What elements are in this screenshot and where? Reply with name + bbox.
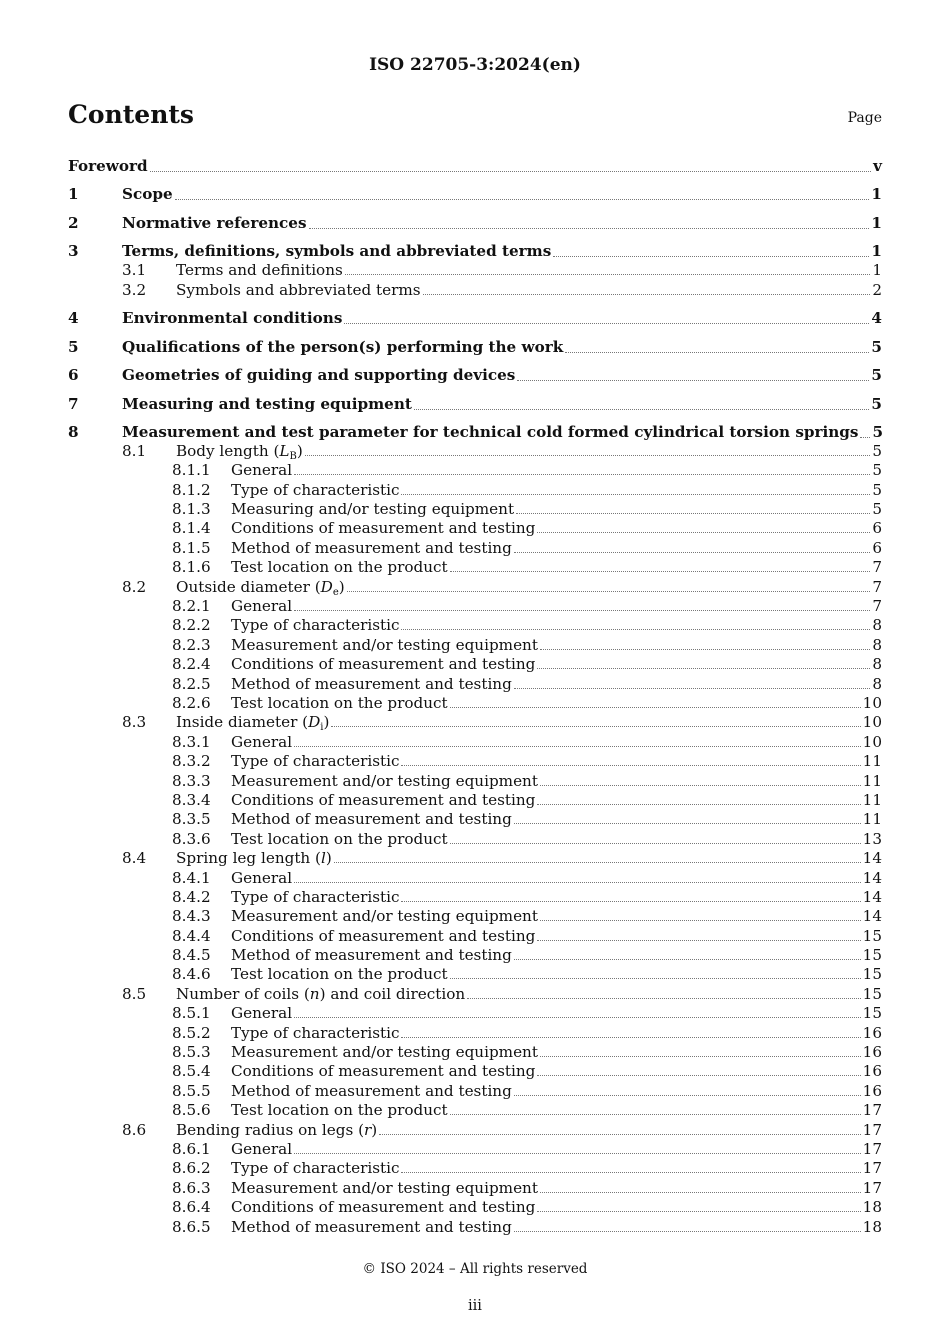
toc-entry-8-3-2[interactable] bbox=[68, 752, 882, 771]
toc-page: 8 bbox=[872, 635, 882, 654]
dot-leader bbox=[860, 436, 870, 438]
toc-page: 7 bbox=[872, 558, 882, 577]
toc-entry-8-3-3[interactable] bbox=[68, 772, 882, 791]
toc-title: Measurement and test parameter for technical cold formed cylindrical torsion springs bbox=[122, 422, 859, 441]
toc-title: Conditions of measurement and testing bbox=[231, 790, 536, 809]
dot-leader bbox=[294, 881, 861, 883]
toc-entry-8-2-5[interactable] bbox=[68, 675, 882, 694]
toc-entry-8-6-2[interactable] bbox=[68, 1159, 882, 1178]
toc-entry-8-4-2[interactable] bbox=[68, 888, 882, 907]
toc-entry-4[interactable] bbox=[68, 300, 882, 328]
toc-number: 4 bbox=[68, 309, 79, 328]
dot-leader bbox=[294, 1016, 861, 1018]
toc-title: Measuring and testing equipment bbox=[122, 394, 412, 413]
toc-number: 7 bbox=[68, 394, 79, 413]
toc-page: 5 bbox=[871, 337, 882, 356]
toc-page: 6 bbox=[872, 538, 882, 557]
toc-title: Measuring and/or testing equipment bbox=[231, 500, 515, 519]
toc-page: 15 bbox=[862, 1004, 882, 1023]
toc-page: v bbox=[873, 157, 882, 175]
dot-leader bbox=[450, 977, 861, 979]
toc-number: 8.4.1 bbox=[172, 868, 211, 887]
toc-page: 2 bbox=[872, 280, 882, 299]
toc-entry-8-5-4[interactable] bbox=[68, 1062, 882, 1081]
dot-leader bbox=[540, 1055, 861, 1057]
toc-page: 17 bbox=[862, 1159, 882, 1178]
dot-leader bbox=[450, 842, 861, 844]
toc-number: 8.3.6 bbox=[172, 829, 211, 848]
toc-number: 8.1.5 bbox=[172, 538, 211, 557]
toc-title: Measurement and/or testing equipment bbox=[231, 1178, 538, 1197]
contents-heading: Contents bbox=[68, 100, 195, 129]
toc-page: 10 bbox=[862, 693, 882, 712]
dot-leader bbox=[537, 667, 870, 669]
toc-number: 8.5.3 bbox=[172, 1043, 211, 1062]
toc-title: General bbox=[231, 1139, 293, 1158]
toc-entry-6[interactable] bbox=[68, 357, 882, 385]
toc-page: 16 bbox=[862, 1043, 882, 1062]
toc-title: Environmental conditions bbox=[122, 309, 343, 328]
dot-leader bbox=[565, 351, 869, 353]
toc-entry-8-6-3[interactable] bbox=[68, 1179, 882, 1198]
dot-leader bbox=[514, 1230, 861, 1232]
toc-title: Test location on the product bbox=[231, 965, 448, 984]
toc-title: Type of characteristic bbox=[231, 616, 400, 635]
toc-number: 8.2.6 bbox=[172, 693, 211, 712]
toc-page: 14 bbox=[862, 849, 882, 868]
toc-number: 8.5.5 bbox=[172, 1081, 211, 1100]
toc-title: Type of characteristic bbox=[231, 887, 400, 906]
dot-leader bbox=[537, 939, 860, 941]
toc-entry-7[interactable] bbox=[68, 385, 882, 413]
toc-number: 8.2.1 bbox=[172, 597, 211, 616]
toc-entry-8-6[interactable] bbox=[68, 1121, 882, 1140]
toc-title: Terms, definitions, symbols and abbreviated terms bbox=[122, 242, 552, 261]
toc-entry-8-2[interactable] bbox=[68, 578, 882, 597]
toc-page: 14 bbox=[862, 868, 882, 887]
toc-title: Conditions of measurement and testing bbox=[231, 1198, 536, 1217]
dot-leader bbox=[553, 255, 869, 257]
toc-number: 8.1 bbox=[122, 441, 147, 460]
dot-leader bbox=[517, 379, 869, 381]
toc-title: Geometries of guiding and supporting devices bbox=[122, 366, 516, 385]
toc-page: 1 bbox=[871, 242, 882, 261]
toc-number: 8.5.1 bbox=[172, 1004, 211, 1023]
toc-title: Scope bbox=[122, 185, 173, 204]
toc-title: General bbox=[231, 868, 293, 887]
dot-leader bbox=[467, 997, 861, 999]
dot-leader bbox=[294, 609, 870, 611]
toc-title: General bbox=[231, 1004, 293, 1023]
toc-entry-8-2-3[interactable] bbox=[68, 636, 882, 655]
dot-leader bbox=[331, 725, 860, 727]
toc-number: 8.3.1 bbox=[172, 732, 211, 751]
toc-page: 18 bbox=[862, 1198, 882, 1217]
dot-leader bbox=[514, 822, 861, 824]
dot-leader bbox=[537, 803, 860, 805]
toc-title: Normative references bbox=[122, 213, 307, 232]
dot-leader bbox=[401, 1171, 860, 1173]
toc-title: Conditions of measurement and testing bbox=[231, 926, 536, 945]
toc-title: Type of characteristic bbox=[231, 1023, 400, 1042]
toc-title: Method of measurement and testing bbox=[231, 810, 512, 829]
dot-leader bbox=[309, 227, 870, 229]
toc-page: 5 bbox=[871, 394, 882, 413]
toc-entry-5[interactable] bbox=[68, 328, 882, 356]
toc-entry-8-1-6[interactable] bbox=[68, 558, 882, 577]
toc-title: Test location on the product bbox=[231, 1101, 448, 1120]
toc-number: 8.4.2 bbox=[172, 887, 211, 906]
toc-page: 11 bbox=[862, 810, 882, 829]
toc-title: General bbox=[231, 461, 293, 480]
toc-entry-8-1-5[interactable] bbox=[68, 539, 882, 558]
document-id: ISO 22705-3:2024(en) bbox=[369, 55, 581, 75]
toc-page: 16 bbox=[862, 1062, 882, 1081]
toc-number: 8.3.2 bbox=[172, 752, 211, 771]
toc-entry-8-3-6[interactable] bbox=[68, 830, 882, 849]
toc-entry-8-1-2[interactable] bbox=[68, 481, 882, 500]
toc-page: 15 bbox=[862, 984, 882, 1003]
toc-entry-8-4-3[interactable] bbox=[68, 907, 882, 926]
toc-page: 8 bbox=[872, 674, 882, 693]
toc-title: Foreword bbox=[68, 157, 148, 175]
toc-number: 5 bbox=[68, 337, 79, 356]
toc-title: Number of coils (n) and coil direction bbox=[176, 984, 466, 1003]
toc-number: 8.1.6 bbox=[172, 558, 211, 577]
toc-page: 5 bbox=[871, 366, 882, 385]
toc-page: 5 bbox=[872, 422, 884, 441]
dot-leader bbox=[401, 764, 860, 766]
toc-page: 16 bbox=[862, 1081, 882, 1100]
toc-entry-3-1[interactable] bbox=[68, 261, 882, 280]
toc-entry-1[interactable] bbox=[68, 176, 882, 204]
toc-entry-3-2[interactable] bbox=[68, 281, 882, 300]
toc-number: 8.1.3 bbox=[172, 500, 211, 519]
toc-page: 17 bbox=[862, 1101, 882, 1120]
toc-number: 8.5.4 bbox=[172, 1062, 211, 1081]
toc-number: 8.1.1 bbox=[172, 461, 211, 480]
toc-entry-2[interactable] bbox=[68, 204, 882, 232]
dot-leader bbox=[450, 570, 871, 572]
toc-title: Qualifications of the person(s) performing the work bbox=[122, 337, 564, 356]
toc-title: Method of measurement and testing bbox=[231, 1217, 512, 1236]
dot-leader bbox=[294, 473, 870, 475]
toc-page: 5 bbox=[872, 500, 882, 519]
toc-number: 1 bbox=[68, 185, 79, 204]
dot-leader bbox=[537, 1210, 860, 1212]
dot-leader bbox=[537, 531, 870, 533]
toc-number: 8.5.6 bbox=[172, 1101, 211, 1120]
toc-page: 11 bbox=[862, 752, 882, 771]
toc-title: Measurement and/or testing equipment bbox=[231, 907, 538, 926]
toc-page: 1 bbox=[871, 213, 882, 232]
toc-page: 5 bbox=[872, 480, 882, 499]
toc-number: 2 bbox=[68, 213, 79, 232]
toc-title: Type of characteristic bbox=[231, 752, 400, 771]
dot-leader bbox=[305, 454, 871, 456]
toc-entry-8-5-6[interactable] bbox=[68, 1101, 882, 1120]
dot-leader bbox=[514, 958, 861, 960]
toc-page: 10 bbox=[862, 732, 882, 751]
dot-leader bbox=[401, 493, 870, 495]
dot-leader bbox=[540, 1191, 861, 1193]
toc-title: Method of measurement and testing bbox=[231, 1081, 512, 1100]
toc-entry-8-5-2[interactable] bbox=[68, 1024, 882, 1043]
toc-number: 8.6.1 bbox=[172, 1139, 211, 1158]
toc-number: 8.1.4 bbox=[172, 519, 211, 538]
toc-number: 8.6.4 bbox=[172, 1198, 211, 1217]
toc-page: 14 bbox=[862, 907, 882, 926]
toc-entry-8-5-1[interactable] bbox=[68, 1004, 882, 1023]
dot-leader bbox=[514, 687, 871, 689]
toc-number: 8 bbox=[68, 422, 79, 441]
dot-leader bbox=[414, 408, 870, 410]
toc-entry-8-1-3[interactable] bbox=[68, 500, 882, 519]
toc-number: 8.4 bbox=[122, 849, 147, 868]
toc-page: 4 bbox=[871, 309, 882, 328]
toc-page: 14 bbox=[862, 887, 882, 906]
toc-number: 8.3.3 bbox=[172, 771, 211, 790]
toc-entry-8-4-1[interactable] bbox=[68, 869, 882, 888]
toc-title: Bending radius on legs (r) bbox=[176, 1120, 378, 1139]
dot-leader bbox=[401, 1036, 860, 1038]
copyright-notice: © ISO 2024 – All rights reserved bbox=[362, 1261, 588, 1277]
dot-leader bbox=[540, 919, 861, 921]
toc-title: Method of measurement and testing bbox=[231, 946, 512, 965]
toc-number: 8.6.2 bbox=[172, 1159, 211, 1178]
toc-entry-foreword[interactable] bbox=[68, 154, 882, 176]
dot-leader bbox=[334, 861, 861, 863]
dot-leader bbox=[294, 1152, 861, 1154]
dot-leader bbox=[540, 648, 870, 650]
table-of-contents bbox=[68, 154, 882, 1237]
toc-page: 8 bbox=[872, 655, 882, 674]
toc-number: 8.4.4 bbox=[172, 926, 211, 945]
toc-number: 8.2.4 bbox=[172, 655, 211, 674]
dot-leader bbox=[450, 706, 861, 708]
dot-leader bbox=[175, 198, 870, 200]
toc-page: 6 bbox=[872, 519, 882, 538]
toc-page: 15 bbox=[862, 965, 882, 984]
toc-entry-8-6-4[interactable] bbox=[68, 1198, 882, 1217]
toc-page: 13 bbox=[862, 829, 882, 848]
toc-number: 3.1 bbox=[122, 261, 147, 280]
toc-entry-8-2-6[interactable] bbox=[68, 694, 882, 713]
toc-page: 5 bbox=[872, 461, 882, 480]
toc-number: 8.4.3 bbox=[172, 907, 211, 926]
toc-number: 8.3 bbox=[122, 713, 147, 732]
toc-page: 15 bbox=[862, 946, 882, 965]
toc-page: 7 bbox=[872, 597, 882, 616]
toc-page: 17 bbox=[862, 1178, 882, 1197]
toc-page: 11 bbox=[862, 790, 882, 809]
toc-page: 1 bbox=[872, 261, 882, 280]
toc-entry-8-1-1[interactable] bbox=[68, 461, 882, 480]
toc-number: 8.5 bbox=[122, 984, 147, 1003]
toc-entry-8-3-5[interactable] bbox=[68, 810, 882, 829]
toc-number: 8.2.3 bbox=[172, 635, 211, 654]
toc-title: Test location on the product bbox=[231, 829, 448, 848]
dot-leader bbox=[537, 1074, 860, 1076]
toc-entry-8-4[interactable] bbox=[68, 849, 882, 868]
toc-number: 8.2.2 bbox=[172, 616, 211, 635]
toc-number: 8.1.2 bbox=[172, 480, 211, 499]
toc-entry-8-3[interactable] bbox=[68, 713, 882, 732]
toc-title: Outside diameter $(D_e)$ bbox=[176, 577, 345, 598]
toc-entry-8-1-4[interactable] bbox=[68, 519, 882, 538]
dot-leader bbox=[150, 170, 872, 172]
toc-number: 8.2 bbox=[122, 577, 147, 596]
toc-entry-8-6-1[interactable] bbox=[68, 1140, 882, 1159]
toc-title: Conditions of measurement and testing bbox=[231, 655, 536, 674]
toc-title: General bbox=[231, 597, 293, 616]
toc-title: Test location on the product bbox=[231, 693, 448, 712]
dot-leader bbox=[347, 590, 871, 592]
dot-leader bbox=[379, 1133, 860, 1135]
toc-title: Conditions of measurement and testing bbox=[231, 1062, 536, 1081]
toc-number: 8.3.5 bbox=[172, 810, 211, 829]
dot-leader bbox=[294, 745, 861, 747]
toc-number: 3 bbox=[68, 242, 79, 261]
toc-entry-8-2-1[interactable] bbox=[68, 597, 882, 616]
toc-title: Terms and definitions bbox=[176, 261, 343, 280]
toc-page: 11 bbox=[862, 771, 882, 790]
dot-leader bbox=[423, 293, 871, 295]
toc-number: 8.4.6 bbox=[172, 965, 211, 984]
toc-page: 17 bbox=[862, 1120, 882, 1139]
toc-page: 16 bbox=[862, 1023, 882, 1042]
toc-page: 18 bbox=[862, 1217, 882, 1236]
toc-entry-8-5-5[interactable] bbox=[68, 1082, 882, 1101]
toc-entry-8-5-3[interactable] bbox=[68, 1043, 882, 1062]
toc-title: Measurement and/or testing equipment bbox=[231, 635, 538, 654]
dot-leader bbox=[401, 628, 870, 630]
toc-title: Type of characteristic bbox=[231, 1159, 400, 1178]
toc-entry-8-4-5[interactable] bbox=[68, 946, 882, 965]
toc-number: 8.3.4 bbox=[172, 790, 211, 809]
toc-title: Type of characteristic bbox=[231, 480, 400, 499]
toc-entry-8-4-6[interactable] bbox=[68, 965, 882, 984]
toc-entry-8-1[interactable] bbox=[68, 442, 882, 461]
dot-leader bbox=[516, 512, 870, 514]
toc-number: 3.2 bbox=[122, 280, 147, 299]
page-column-label: Page bbox=[847, 110, 882, 126]
toc-entry-8-6-5[interactable] bbox=[68, 1218, 882, 1237]
toc-title: General bbox=[231, 732, 293, 751]
toc-page: 1 bbox=[871, 185, 882, 204]
toc-entry-8-3-4[interactable] bbox=[68, 791, 882, 810]
toc-page: 8 bbox=[872, 616, 882, 635]
toc-page: 15 bbox=[862, 926, 882, 945]
toc-number: 8.2.5 bbox=[172, 674, 211, 693]
toc-entry-8-4-4[interactable] bbox=[68, 927, 882, 946]
toc-number: 8.6.5 bbox=[172, 1217, 211, 1236]
toc-entry-8-5[interactable] bbox=[68, 985, 882, 1004]
toc-title: Measurement and/or testing equipment bbox=[231, 1043, 538, 1062]
dot-leader bbox=[344, 322, 869, 324]
toc-number: 8.6.3 bbox=[172, 1178, 211, 1197]
toc-title: Inside diameter $(D_i)$ bbox=[176, 713, 330, 734]
dot-leader bbox=[540, 784, 861, 786]
toc-entry-3[interactable] bbox=[68, 233, 882, 261]
toc-title: Test location on the product bbox=[231, 558, 448, 577]
toc-page: 5 bbox=[872, 441, 882, 460]
toc-title: Body length $(L_B)$ bbox=[176, 441, 303, 462]
toc-title: Conditions of measurement and testing bbox=[231, 519, 536, 538]
toc-page: 7 bbox=[872, 577, 882, 596]
toc-title: Measurement and/or testing equipment bbox=[231, 771, 538, 790]
toc-entry-8-3-1[interactable] bbox=[68, 733, 882, 752]
dot-leader bbox=[345, 273, 871, 275]
toc-number: 8.5.2 bbox=[172, 1023, 211, 1042]
toc-entry-8[interactable] bbox=[68, 414, 882, 442]
toc-title: Symbols and abbreviated terms bbox=[176, 280, 421, 299]
toc-entry-8-2-2[interactable] bbox=[68, 616, 882, 635]
dot-leader bbox=[514, 1094, 861, 1096]
toc-number: 8.6 bbox=[122, 1120, 147, 1139]
toc-page: 10 bbox=[862, 713, 882, 732]
page-number: iii bbox=[468, 1298, 482, 1314]
toc-title: Method of measurement and testing bbox=[231, 674, 512, 693]
toc-number: 8.4.5 bbox=[172, 946, 211, 965]
toc-title: Spring leg length (l) bbox=[176, 849, 332, 868]
dot-leader bbox=[514, 551, 871, 553]
toc-entry-8-2-4[interactable] bbox=[68, 655, 882, 674]
toc-page: 17 bbox=[862, 1139, 882, 1158]
toc-number: 6 bbox=[68, 366, 79, 385]
dot-leader bbox=[401, 900, 860, 902]
dot-leader bbox=[450, 1113, 861, 1115]
toc-title: Method of measurement and testing bbox=[231, 538, 512, 557]
